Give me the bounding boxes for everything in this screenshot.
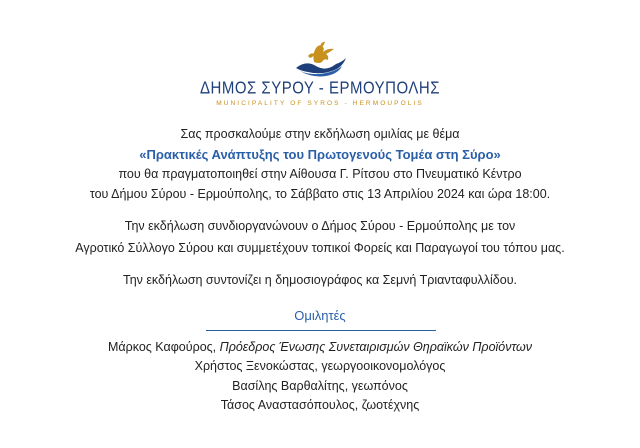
speaker-item	[0, 397, 640, 413]
time-prefix: και ώρα	[468, 187, 512, 201]
municipality-logo	[0, 38, 640, 107]
speaker-name: Χρήστος Ξενοκώστας, γεωργοοικονομολόγος	[194, 359, 446, 373]
date-line	[0, 186, 640, 202]
venue-prefix: που θα πραγματοποιηθεί στην	[118, 167, 287, 181]
event-date: Σάββατο στις 13 Απριλίου 2024	[290, 187, 465, 201]
org-name-latin: MUNICIPALITY OF SYROS - HERMOUPOLIS	[216, 100, 424, 107]
speaker-name: Τάσος Αναστασόπουλος, ζωοτέχνης	[220, 398, 420, 412]
date-prefix: του Δήμου Σύρου - Ερμούπολης, το	[89, 187, 287, 201]
venue-line	[0, 166, 640, 182]
venue-middle: στο	[393, 167, 413, 181]
hermes-emblem-icon	[292, 38, 348, 78]
speakers-heading: Ομιλητές	[294, 308, 346, 323]
speaker-name: Μάρκος Καφούρος,	[107, 340, 217, 354]
venue-name: Πνευματικό Κέντρο	[416, 167, 522, 181]
org-name: ΔΗΜΟΣ ΣΥΡΟΥ - ΕΡΜΟΥΠΟΛΗΣ	[199, 78, 441, 99]
speaker-name: Βασίλης Βαρθαλίτης, γεωπόνος	[232, 379, 408, 393]
venue-room: Αίθουσα Γ. Ρίτσου	[289, 167, 390, 181]
event-title: «Πρακτικές Ανάπτυξης του Πρωτογενούς Τομέα στη Σύρο»	[139, 147, 501, 162]
event-time: 18:00.	[515, 187, 551, 201]
moderator-text: Την εκδήλωση συντονίζει η δημοσιογράφος κα Σεμνή Τριανταφυλλίδου.	[122, 273, 518, 287]
speaker-item	[0, 358, 640, 374]
speaker-item	[0, 378, 640, 394]
speaker-role: Πρόεδρος Ένωσης Συνεταιρισμών Θηραϊκών Προϊόντων	[219, 340, 532, 354]
intro-text: Σας προσκαλούμε στην εκδήλωση ομιλίας με θέμα	[180, 127, 460, 141]
speakers-divider	[206, 330, 436, 331]
speaker-item	[0, 339, 640, 355]
organizers-line-1: Την εκδήλωση συνδιοργανώνουν ο Δήμος Σύρου - Ερμούπολης με τον	[124, 219, 516, 233]
organizers-line-2: Αγροτικό Σύλλογο Σύρου και συμμετέχουν τοπικοί Φορείς και Παραγωγοί του τόπου μας.	[75, 241, 565, 255]
